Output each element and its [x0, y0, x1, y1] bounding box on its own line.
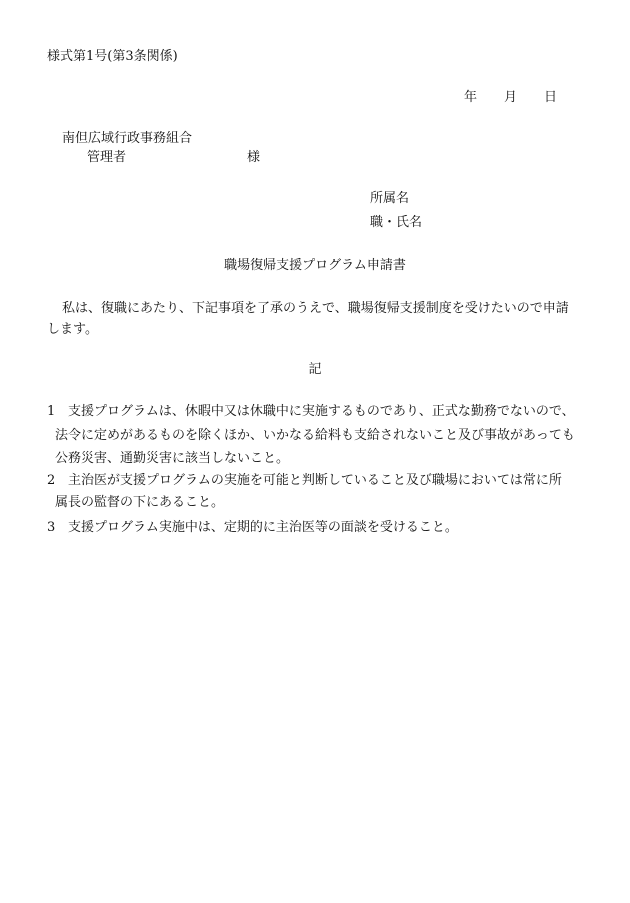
item-number: 3 — [47, 520, 56, 535]
item-line: 支援プログラム実施中は、定期的に主治医等の面談を受けること。 — [68, 520, 458, 535]
addressee-title: 管理者 — [87, 150, 127, 165]
date-year-label: 年 — [464, 90, 478, 105]
addressee-organization: 南但広域行政事務組合 — [62, 131, 193, 146]
document-title: 職場復帰支援プログラム申請書 — [224, 258, 406, 273]
affiliation-label: 所属名 — [370, 191, 410, 206]
item-line: 主治医が支援プログラムの実施を可能と判断していること及び職場においては常に所 — [68, 473, 562, 488]
body-line: します。 — [47, 322, 98, 337]
date-day-label: 日 — [544, 90, 558, 105]
date-month-label: 月 — [504, 90, 518, 105]
ki-heading: 記 — [308, 362, 322, 377]
item-line: 法令に定めがあるものを除くほか、いかなる給料も支給されないこと及び事故があっても — [55, 428, 575, 443]
form-number: 様式第1号(第3条関係) — [47, 49, 178, 64]
item-number: 1 — [47, 404, 56, 419]
body-line: 私は、復職にあたり、下記事項を了承のうえで、職場復帰支援制度を受けたいので申請 — [62, 301, 569, 316]
item-line: 支援プログラムは、休暇中又は休職中に実施するものであり、正式な勤務でないので、 — [68, 404, 575, 419]
addressee-honorific: 様 — [247, 150, 261, 165]
item-number: 2 — [47, 473, 56, 488]
name-label: 職・氏名 — [370, 215, 423, 230]
item-line: 公務災害、通勤災害に該当しないこと。 — [55, 451, 290, 466]
item-line: 属長の監督の下にあること。 — [55, 495, 225, 510]
